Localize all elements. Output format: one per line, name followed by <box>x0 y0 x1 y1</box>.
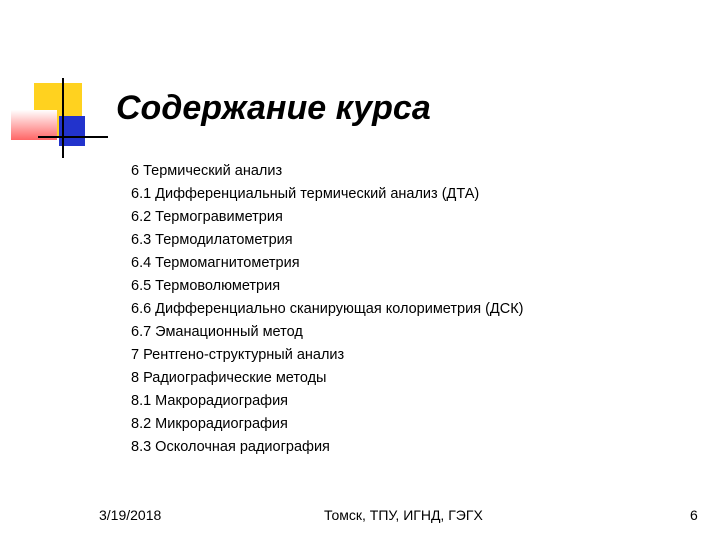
list-item: 6.3 Термодилатометрия <box>131 232 293 248</box>
list-item: 8.1 Макрорадиография <box>131 393 289 409</box>
footer-location: Томск, ТПУ, ИГНД, ГЭГХ <box>324 507 483 523</box>
list-item: 6.7 Эманационный метод <box>131 324 303 340</box>
red-square <box>11 110 57 140</box>
list-item: 6.1 Дифференциальный термический анализ (ДТА) <box>131 186 480 202</box>
list-item: 6.4 Термомагнитометрия <box>131 255 300 271</box>
list-item: 8.3 Осколочная радиография <box>131 439 330 455</box>
list-item: 6 Термический анализ <box>131 163 283 179</box>
list-item: 8 Радиографические методы <box>131 370 327 386</box>
page-number: 6 <box>690 507 698 523</box>
list-item: 6.2 Термогравиметрия <box>131 209 283 225</box>
list-item: 7 Рентгено-структурный анализ <box>131 347 345 363</box>
footer-date: 3/19/2018 <box>99 507 162 523</box>
slide-title: Содержание курса <box>116 89 431 127</box>
list-item: 6.6 Дифференциально сканирующая колориметрия (ДСК) <box>131 301 524 317</box>
list-item: 6.5 Термоволюметрия <box>131 278 281 294</box>
contents-list <box>131 160 523 459</box>
list-item: 8.2 Микрорадиография <box>131 416 288 432</box>
